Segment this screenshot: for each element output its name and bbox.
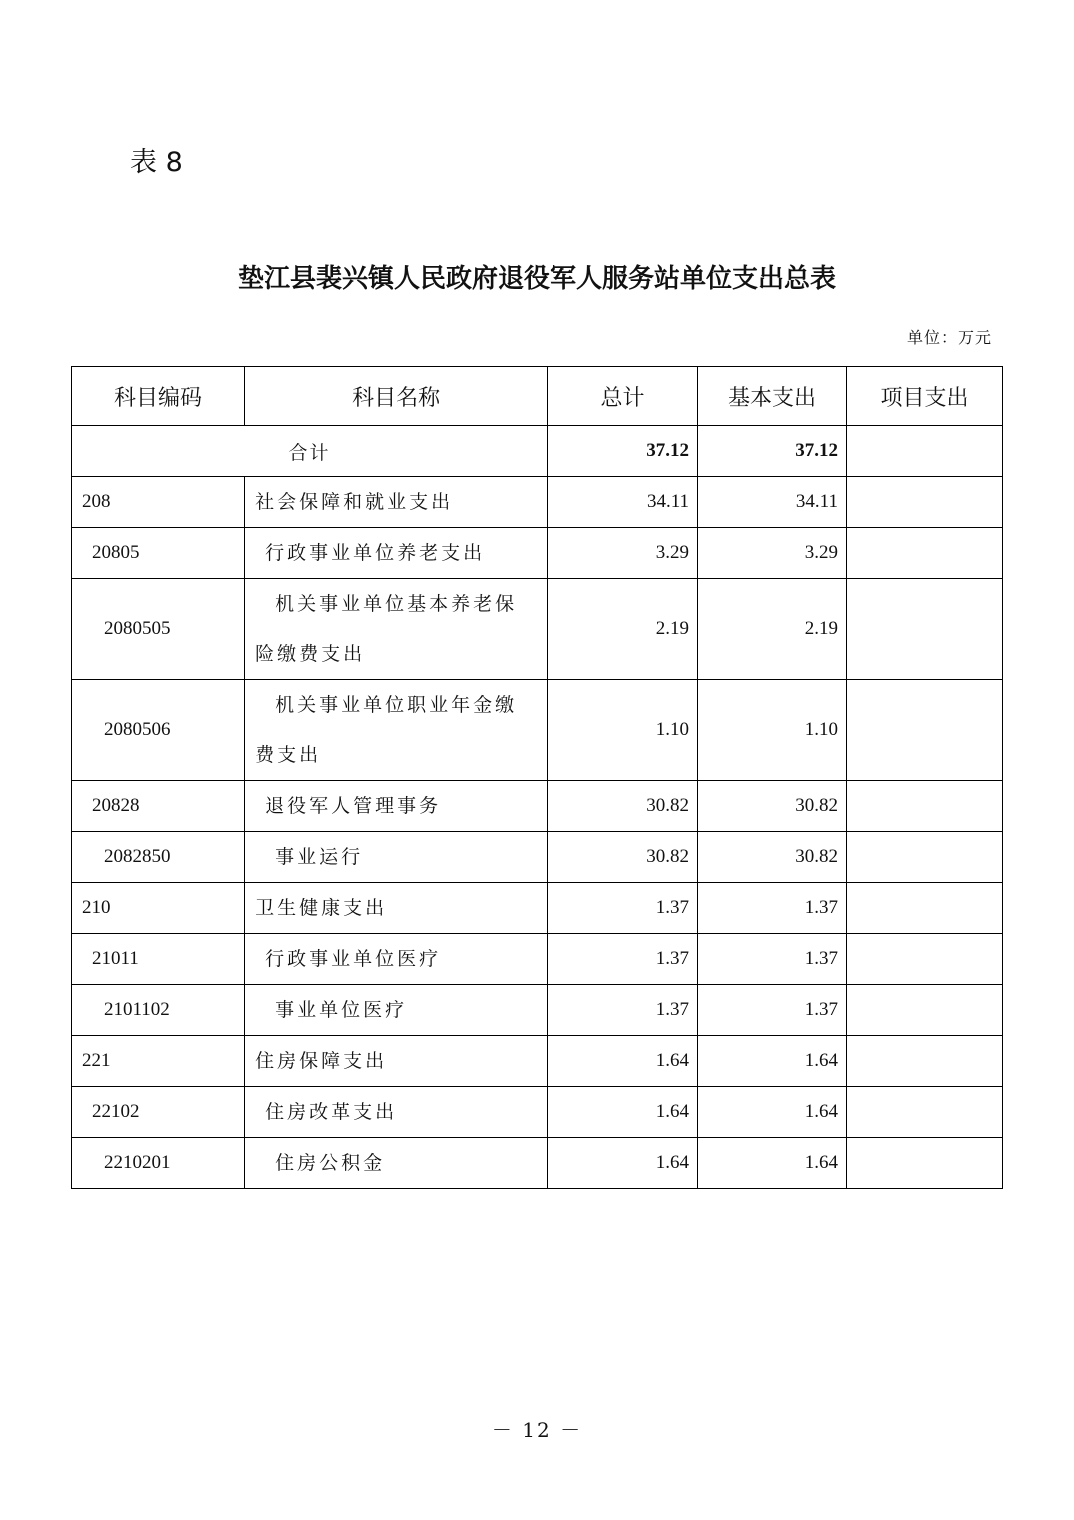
header-name: 科目名称 — [245, 367, 548, 426]
table-row — [72, 934, 1003, 985]
table-row — [72, 781, 1003, 832]
table-row — [72, 1036, 1003, 1087]
row-project — [846, 1036, 1002, 1087]
row-code: 2210201 — [72, 1138, 245, 1189]
row-code: 2080506 — [72, 680, 245, 781]
table-row — [72, 680, 1003, 781]
row-total: 1.10 — [548, 680, 698, 781]
row-name: 住房改革支出 — [245, 1087, 548, 1138]
row-name: 住房保障支出 — [245, 1036, 548, 1087]
row-project — [846, 680, 1002, 781]
row-basic: 1.10 — [698, 680, 847, 781]
row-basic: 1.37 — [698, 883, 847, 934]
row-project — [846, 883, 1002, 934]
row-name: 事业运行 — [245, 832, 548, 883]
row-basic: 3.29 — [698, 528, 847, 579]
row-name: 社会保障和就业支出 — [245, 477, 548, 528]
row-code: 21011 — [72, 934, 245, 985]
row-name: 住房公积金 — [245, 1138, 548, 1189]
row-project — [846, 781, 1002, 832]
table-row — [72, 477, 1003, 528]
row-code: 20805 — [72, 528, 245, 579]
row-project — [846, 985, 1002, 1036]
row-name: 机关事业单位职业年金缴费支出 — [245, 680, 548, 781]
row-total: 30.82 — [548, 781, 698, 832]
row-total: 3.29 — [548, 528, 698, 579]
row-name: 事业单位医疗 — [245, 985, 548, 1036]
row-basic: 1.64 — [698, 1087, 847, 1138]
total-row — [72, 426, 1003, 477]
row-total: 1.64 — [548, 1138, 698, 1189]
total-label: 合计 — [72, 426, 548, 477]
row-code: 2101102 — [72, 985, 245, 1036]
row-project — [846, 528, 1002, 579]
row-project — [846, 934, 1002, 985]
row-code: 20828 — [72, 781, 245, 832]
row-name: 机关事业单位基本养老保险缴费支出 — [245, 579, 548, 680]
row-total: 30.82 — [548, 832, 698, 883]
row-basic: 1.37 — [698, 985, 847, 1036]
row-project — [846, 1087, 1002, 1138]
row-name: 退役军人管理事务 — [245, 781, 548, 832]
row-basic: 34.11 — [698, 477, 847, 528]
total-total: 37.12 — [548, 426, 698, 477]
row-code: 2082850 — [72, 832, 245, 883]
table-row — [72, 1087, 1003, 1138]
row-basic: 30.82 — [698, 832, 847, 883]
row-basic: 1.64 — [698, 1138, 847, 1189]
table-row — [72, 1138, 1003, 1189]
row-project — [846, 832, 1002, 883]
row-project — [846, 579, 1002, 680]
total-project — [846, 426, 1002, 477]
expense-table — [71, 366, 1003, 1189]
row-code: 208 — [72, 477, 245, 528]
row-total: 1.64 — [548, 1087, 698, 1138]
table-row — [72, 579, 1003, 680]
header-project: 项目支出 — [846, 367, 1002, 426]
row-name: 卫生健康支出 — [245, 883, 548, 934]
row-total: 34.11 — [548, 477, 698, 528]
table-row — [72, 883, 1003, 934]
row-total: 1.37 — [548, 985, 698, 1036]
header-basic: 基本支出 — [698, 367, 847, 426]
header-total: 总计 — [548, 367, 698, 426]
row-basic: 1.64 — [698, 1036, 847, 1087]
total-basic: 37.12 — [698, 426, 847, 477]
row-project — [846, 1138, 1002, 1189]
page-title: 垫江县裴兴镇人民政府退役军人服务站单位支出总表 — [237, 264, 836, 294]
row-code: 210 — [72, 883, 245, 934]
table-row — [72, 528, 1003, 579]
table-header-row — [72, 367, 1003, 426]
row-name: 行政事业单位养老支出 — [245, 528, 548, 579]
row-name: 行政事业单位医疗 — [245, 934, 548, 985]
row-basic: 30.82 — [698, 781, 847, 832]
row-basic: 1.37 — [698, 934, 847, 985]
row-total: 1.37 — [548, 883, 698, 934]
table-label: 表 8 — [130, 147, 183, 178]
table-row — [72, 985, 1003, 1036]
row-total: 2.19 — [548, 579, 698, 680]
row-code: 22102 — [72, 1087, 245, 1138]
row-code: 2080505 — [72, 579, 245, 680]
row-code: 221 — [72, 1036, 245, 1087]
table-row — [72, 832, 1003, 883]
unit-label: 单位：万元 — [906, 328, 992, 347]
row-total: 1.37 — [548, 934, 698, 985]
page-number: － 12 － — [491, 1418, 583, 1442]
row-total: 1.64 — [548, 1036, 698, 1087]
row-basic: 2.19 — [698, 579, 847, 680]
header-code: 科目编码 — [72, 367, 245, 426]
row-project — [846, 477, 1002, 528]
